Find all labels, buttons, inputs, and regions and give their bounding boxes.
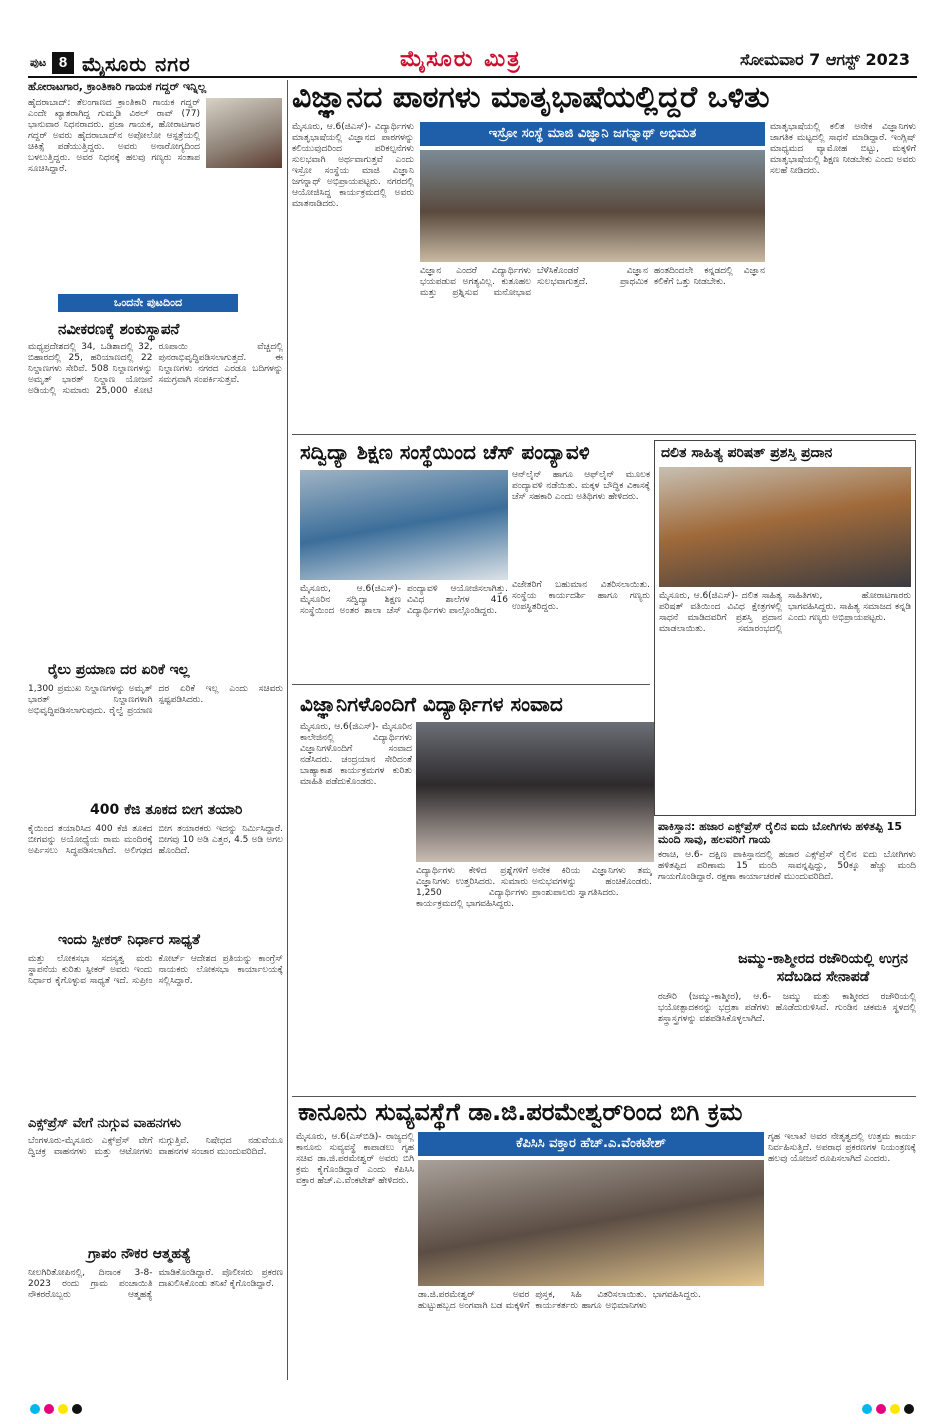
fare-headline: ರೈಲು ಪ್ರಯಾಣ ದರ ಏರಿಕೆ ಇಲ್ಲ: [48, 662, 190, 678]
dalit-box: [654, 440, 916, 816]
registration-mark: [30, 1404, 40, 1414]
science-photo: [416, 722, 654, 862]
gaddar-text: ಹೈದರಾಬಾದ್: ತೆಲಂಗಾಣದ ಕ್ರಾಂತಿಕಾರಿ ಗಾಯಕ ಗದ್ದರ್ ಎಂದೇ ಖ್ಯಾತರಾಗಿದ್ದ ಗುಮ್ಮಡಿ ವಿಠಲ್ ರಾವ್ (77) ಭಾನುವಾರ ನಿಧನರಾದರು. ಪ್ರಜಾ ಗಾಯಕ, ಹೋರಾಟಗಾರ ಗದ್ದರ್ ಅವರು ಹೈದರಾಬಾದ್‌ನ ಅಪೋಲೋ ಆಸ್ಪತ್ರೆಯಲ್ಲಿ ಚಿಕಿತ್ಸೆ ಪಡೆಯುತ್ತಿದ್ದರು. ಅವರು ಅನಾರೋಗ್ಯದಿಂದ ಬಳಲುತ್ತಿದ್ದರು. ಅವರ ನಿಧನಕ್ಕೆ ಹಲವು ಗಣ್ಯರು ಸಂತಾಪ ಸೂಚಿಸಿದ್ದಾರೆ.: [28, 98, 200, 174]
science-text-mid: ವಿದ್ಯಾರ್ಥಿಗಳು ಕೇಳಿದ ಪ್ರಶ್ನೆಗಳಿಗೆ ವಿಜ್ಞಾನಿಗಳು ಉತ್ತರಿಸಿದರು. ಸುಮಾರು 1,250 ವಿದ್ಯಾರ್ಥಿಗಳು ಕಾರ್ಯಕ್ರಮದಲ್ಲಿ ಭಾಗವಹಿಸಿದ್ದರು.: [416, 866, 528, 909]
suicide-text: ನೀಲಗಿರಿತೋಪಿನಲ್ಲಿ, ದಿನಾಂಕ 3-8-2023 ರಂದು ಗ್ರಾಮ ಪಂಚಾಯಿತಿ ನೌಕರರೊಬ್ಬರು ಆತ್ಮಹತ್ಯೆ ಮಾಡಿಕೊಂಡಿದ್ದಾರೆ. ಪೊಲೀಸರು ಪ್ರಕರಣ ದಾಖಲಿಸಿಕೊಂಡು ತನಿಖೆ ಕೈಗೊಂಡಿದ್ದಾರೆ.: [28, 1268, 283, 1300]
suicide-headline: ಗ್ರಾಪಂ ನೌಕರ ಆತ್ಮಹತ್ಯೆ: [88, 1246, 191, 1262]
lock-headline: 400 ಕೆಜಿ ತೂಕದ ಬೀಗ ತಯಾರಿ: [90, 802, 243, 818]
renovation-text: ಮಧ್ಯಪ್ರದೇಶದಲ್ಲಿ 34, ಒಡಿಶಾದಲ್ಲಿ 32, ಬಿಹಾರದಲ್ಲಿ 25, ಹರಿಯಾಣದಲ್ಲಿ 22 ನಿಲ್ದಾಣಗಳು ಸೇರಿವೆ. 508 ನಿಲ್ದಾಣಗಳನ್ನು ಅಮೃತ್ ಭಾರತ್ ನಿಲ್ದಾಣ ಯೋಜನೆ ಅಡಿಯಲ್ಲಿ ಸುಮಾರು 25,000 ಕೋಟಿ ರೂಪಾಯಿ ವೆಚ್ಚದಲ್ಲಿ ಪುನರಾಭಿವೃದ್ಧಿಪಡಿಸಲಾಗುತ್ತದೆ. ಈ ನಿಲ್ದಾಣಗಳು ನಗರದ ಎರಡೂ ಬದಿಗಳನ್ನು ಸಮಗ್ರವಾಗಿ ಸಂಪರ್ಕಿಸುತ್ತವೆ.: [28, 342, 283, 396]
science-rule: [292, 684, 650, 685]
train-text: ಕರಾಚಿ, ಆ.6- ದಕ್ಷಿಣ ಪಾಕಿಸ್ತಾನದಲ್ಲಿ ಹಜಾರ ಎಕ್ಸ್‌ಪ್ರೆಸ್ ರೈಲಿನ ಐದು ಬೋಗಿಗಳು ಹಳಿತಪ್ಪಿದ ಪರಿಣಾಮ 15 ಮಂದಿ ಸಾವನ್ನಪ್ಪಿದ್ದು, 50ಕ್ಕೂ ಹೆಚ್ಚು ಮಂದಿ ಗಾಯಗೊಂಡಿದ್ದಾರೆ. ರಕ್ಷಣಾ ಕಾರ್ಯಾಚರಣೆ ಮುಂದುವರಿದಿದೆ.: [658, 850, 916, 882]
column-divider: [287, 80, 288, 1380]
law-photo: [418, 1160, 764, 1286]
page-header: [0, 0, 945, 78]
lead-rule: [292, 434, 916, 435]
law-text-right: ಗೃಹ ಇಲಾಖೆ ಅವರ ನೇತೃತ್ವದಲ್ಲಿ ಉತ್ತಮ ಕಾರ್ಯ ನಿರ್ವಹಿಸುತ್ತಿದೆ. ಅಪರಾಧ ಪ್ರಕರಣಗಳ ನಿಯಂತ್ರಣಕ್ಕೆ ಹಲವು ಯೋಜನೆ ರೂಪಿಸಲಾಗಿದೆ ಎಂದರು.: [768, 1132, 916, 1164]
page-number: 8: [52, 52, 74, 74]
law-text-left: ಮೈಸೂರು, ಆ.6(ಎಸ್‌ಬಿಡಿ)- ರಾಜ್ಯದಲ್ಲಿ ಕಾನೂನು ಸುವ್ಯವಸ್ಥೆ ಕಾಪಾಡಲು ಗೃಹ ಸಚಿವ ಡಾ.ಜಿ.ಪರಮೇಶ್ವರ್ ಅವರು ಬಿಗಿ ಕ್ರಮ ಕೈಗೊಂಡಿದ್ದಾರೆ ಎಂದು ಕೆಪಿಸಿಸಿ ವಕ್ತಾರ ಹೆಚ್.ಎ.ವೆಂಕಟೇಶ್ ಹೇಳಿದರು.: [296, 1132, 414, 1186]
lead-text-col1: ಮೈಸೂರು, ಆ.6(ಜಿಎಸ್)- ವಿದ್ಯಾರ್ಥಿಗಳು ಮಾತೃಭಾಷೆಯಲ್ಲಿ ವಿಜ್ಞಾನದ ಪಾಠಗಳನ್ನು ಕಲಿಯುವುದರಿಂದ ಪರಿಕಲ್ಪನೆಗಳು ಸುಲಭವಾಗಿ ಅರ್ಥವಾಗುತ್ತವೆ ಎಂದು ಇಸ್ರೋ ಸಂಸ್ಥೆಯ ಮಾಜಿ ವಿಜ್ಞಾನಿ ಜಗನ್ನಾಥ್ ಅಭಿಪ್ರಾಯಪಟ್ಟರು. ನಗರದಲ್ಲಿ ಆಯೋಜಿಸಿದ್ದ ಕಾರ್ಯಕ್ರಮದಲ್ಲಿ ಅವರು ಮಾತನಾಡಿದರು.: [292, 122, 414, 209]
expressway-text: ಬೆಂಗಳೂರು-ಮೈಸೂರು ಎಕ್ಸ್‌ಪ್ರೆಸ್ ವೇಗೆ ದ್ವಿಚಕ್ರ ವಾಹನಗಳು ಮತ್ತು ಆಟೋಗಳು ನುಗ್ಗುತ್ತಿವೆ. ನಿಷೇಧದ ನಡುವೆಯೂ ವಾಹನಗಳ ಸಂಚಾರ ಮುಂದುವರಿದಿದೆ.: [28, 1136, 283, 1157]
speaker-headline: ಇಂದು ಸ್ಪೀಕರ್ ನಿರ್ಧಾರ ಸಾಧ್ಯತೆ: [58, 932, 200, 948]
registration-mark: [58, 1404, 68, 1414]
speaker-text: ಮತ್ತು ಲೋಕಸಭಾ ಸದಸ್ಯತ್ವ ಮರು ಸ್ಥಾಪನೆಯ ಕುರಿತು ಸ್ಪೀಕರ್ ಅವರು ಇಂದು ನಿರ್ಧಾರ ಕೈಗೊಳ್ಳುವ ಸಾಧ್ಯತೆ ಇದೆ. ಸುಪ್ರೀಂ ಕೋರ್ಟ್ ಆದೇಶದ ಪ್ರತಿಯನ್ನು ಕಾಂಗ್ರೆಸ್ ನಾಯಕರು ಲೋಕಸಭಾ ಕಾರ್ಯಾಲಯಕ್ಕೆ ಸಲ್ಲಿಸಿದ್ದಾರೆ.: [28, 954, 283, 986]
header-rule: [28, 76, 917, 78]
kashmir-headline: ಜಮ್ಮು-ಕಾಶ್ಮೀರದ ರಜೌರಿಯಲ್ಲಿ ಉಗ್ರನ ಸದೆಬಡಿದ ಸೇನಾಪಡೆ: [738, 951, 908, 985]
expressway-headline: ಎಕ್ಸ್‌ಪ್ರೆಸ್ ವೇಗೆ ನುಗ್ಗುವ ವಾಹನಗಳು: [28, 1116, 181, 1131]
gaddar-photo: [206, 98, 282, 168]
chess-headline: ಸದ್ವಿದ್ಯಾ ಶಿಕ್ಷಣ ಸಂಸ್ಥೆಯಿಂದ ಚೆಸ್ ಪಂದ್ಯಾವಳಿ: [300, 440, 590, 464]
registration-mark: [72, 1404, 82, 1414]
lead-photo: [420, 150, 765, 262]
continued-label: ಒಂದನೇ ಪುಟದಿಂದ: [58, 294, 238, 312]
dalit-photo: [659, 467, 911, 587]
science-text-left: ಮೈಸೂರು, ಆ.6(ಜಿಎಸ್)- ಮೈಸೂರಿನ ಕಾಲೇಜಿನಲ್ಲಿ ವಿದ್ಯಾರ್ಥಿಗಳು ವಿಜ್ಞಾನಿಗಳೊಂದಿಗೆ ಸಂವಾದ ನಡೆಸಿದರು. ಚಂದ್ರಯಾನ ಸೇರಿದಂತೆ ಬಾಹ್ಯಾಕಾಶ ಕಾರ್ಯಕ್ರಮಗಳ ಕುರಿತು ಮಾಹಿತಿ ಪಡೆದುಕೊಂಡರು.: [300, 722, 412, 787]
registration-mark: [876, 1404, 886, 1414]
science-headline: ವಿಜ್ಞಾನಿಗಳೊಂದಿಗೆ ವಿದ್ಯಾರ್ಥಿಗಳ ಸಂವಾದ: [300, 692, 563, 716]
registration-mark: [904, 1404, 914, 1414]
section-title: ಮೈಸೂರು ನಗರ: [82, 52, 191, 76]
dalit-text: ಮೈಸೂರು, ಆ.6(ಜಿಎಸ್)- ದಲಿತ ಸಾಹಿತ್ಯ ಪರಿಷತ್ ವತಿಯಿಂದ ವಿವಿಧ ಕ್ಷೇತ್ರಗಳಲ್ಲಿ ಸಾಧನೆ ಮಾಡಿದವರಿಗೆ ಪ್ರಶಸ್ತಿ ಪ್ರದಾನ ಮಾಡಲಾಯಿತು. ಸಮಾರಂಭದಲ್ಲಿ ಸಾಹಿತಿಗಳು, ಹೋರಾಟಗಾರರು ಭಾಗವಹಿಸಿದ್ದರು. ಸಾಹಿತ್ಯ ಸಮಾಜದ ಕನ್ನಡಿ ಎಂದು ಗಣ್ಯರು ಅಭಿಪ್ರಾಯಪಟ್ಟರು.: [659, 591, 911, 634]
train-headline: ಪಾಕಿಸ್ತಾನ: ಹಜಾರ ಎಕ್ಸ್‌ಪ್ರೆಸ್ ರೈಲಿನ ಐದು ಬೋಗಿಗಳು ಹಳಿತಪ್ಪಿ 15 ಮಂದಿ ಸಾವು, ಹಲವರಿಗೆ ಗಾಯ: [658, 820, 902, 846]
registration-mark: [44, 1404, 54, 1414]
masthead: ಮೈಸೂರು ಮಿತ್ರ: [400, 46, 522, 72]
law-subheadline: ಕೆಪಿಸಿಸಿ ವಕ್ತಾರ ಹೆಚ್.ಎ.ವೆಂಕಟೇಶ್: [418, 1132, 764, 1156]
gaddar-headline: ಹೋರಾಟಗಾರ, ಕ್ರಾಂತಿಕಾರಿ ಗಾಯಕ ಗದ್ದರ್ ಇನ್ನಿಲ್ಲ: [28, 80, 207, 93]
left-column: [28, 80, 283, 1380]
law-rule: [292, 1096, 916, 1097]
lead-text-col3: ಮಾತೃಭಾಷೆಯಲ್ಲಿ ಕಲಿತ ಅನೇಕ ವಿಜ್ಞಾನಿಗಳು ಜಾಗತಿಕ ಮಟ್ಟದಲ್ಲಿ ಸಾಧನೆ ಮಾಡಿದ್ದಾರೆ. ಇಂಗ್ಲಿಷ್ ಮಾಧ್ಯಮದ ವ್ಯಾಮೋಹ ಬಿಟ್ಟು, ಮಕ್ಕಳಿಗೆ ಮಾತೃಭಾಷೆಯಲ್ಲಿ ಶಿಕ್ಷಣ ನೀಡಬೇಕು ಎಂದು ಅವರು ಸಲಹೆ ನೀಡಿದರು.: [770, 122, 916, 176]
page-label: ಪುಟ: [30, 56, 47, 69]
fare-text: 1,300 ಪ್ರಮುಖ ನಿಲ್ದಾಣಗಳನ್ನು ಅಮೃತ್ ಭಾರತ್ ನಿಲ್ದಾಣಗಳಾಗಿ ಅಭಿವೃದ್ಧಿಪಡಿಸಲಾಗುವುದು. ರೈಲ್ವೆ ಪ್ರಯಾಣ ದರ ಏರಿಕೆ ಇಲ್ಲ ಎಂದು ಸಚಿವರು ಸ್ಪಷ್ಟಪಡಿಸಿದರು.: [28, 684, 283, 716]
chess-text-bottom: ವಿಜೇತರಿಗೆ ಬಹುಮಾನ ವಿತರಿಸಲಾಯಿತು. ಸಂಸ್ಥೆಯ ಕಾರ್ಯದರ್ಶಿ ಹಾಗೂ ಗಣ್ಯರು ಉಪಸ್ಥಿತರಿದ್ದರು.: [512, 580, 650, 612]
science-text-right: ಅನೇಕ ಕಿರಿಯ ವಿಜ್ಞಾನಿಗಳು ತಮ್ಮ ಅನುಭವಗಳನ್ನು ಹಂಚಿಕೊಂಡರು. ಪ್ರಾಂಶುಪಾಲರು ಸ್ವಾಗತಿಸಿದರು.: [532, 866, 652, 898]
law-text-mid: ಡಾ.ಜಿ.ಪರಮೇಶ್ವರ್ ಅವರ ಹುಟ್ಟುಹಬ್ಬದ ಅಂಗವಾಗಿ ಬಡ ಮಕ್ಕಳಿಗೆ ಪುಸ್ತಕ, ಸಿಹಿ ವಿತರಿಸಲಾಯಿತು. ಕಾರ್ಯಕರ್ತರು ಹಾಗೂ ಅಭಿಮಾನಿಗಳು ಭಾಗವಹಿಸಿದ್ದರು.: [418, 1290, 701, 1311]
chess-text-right: ಆನ್‌ಲೈನ್ ಹಾಗೂ ಆಫ್‌ಲೈನ್ ಮೂಲಕ ಪಂದ್ಯಾವಳಿ ನಡೆಯಿತು. ಮಕ್ಕಳ ಬೌದ್ಧಿಕ ವಿಕಾಸಕ್ಕೆ ಚೆಸ್ ಸಹಕಾರಿ ಎಂದು ಅತಿಥಿಗಳು ಹೇಳಿದರು.: [512, 470, 650, 502]
dalit-headline: ದಲಿತ ಸಾಹಿತ್ಯ ಪರಿಷತ್ ಪ್ರಶಸ್ತಿ ಪ್ರದಾನ: [661, 445, 833, 461]
lead-subheadline: ಇಸ್ರೋ ಸಂಸ್ಥೆ ಮಾಜಿ ವಿಜ್ಞಾನಿ ಜಗನ್ನಾಥ್ ಅಭಿಮತ: [420, 122, 765, 146]
registration-mark: [890, 1404, 900, 1414]
law-headline: ಕಾನೂನು ಸುವ್ಯವಸ್ಥೆಗೆ ಡಾ.ಜಿ.ಪರಮೇಶ್ವರ್‌ರಿಂದ ಬಿಗಿ ಕ್ರಮ: [298, 1098, 743, 1126]
renovation-headline: ನವೀಕರಣಕ್ಕೆ ಶಂಕುಸ್ಥಾಪನೆ: [58, 320, 180, 338]
lock-text: ಕೈಯಿಂದ ತಯಾರಿಸಿದ 400 ಕೆಜಿ ತೂಕದ ಬೀಗವನ್ನು ಅಯೋಧ್ಯೆಯ ರಾಮ ಮಂದಿರಕ್ಕೆ ಅರ್ಪಿಸಲು ಸಿದ್ಧಪಡಿಸಲಾಗಿದೆ. ಅಲಿಗಢದ ಬೀಗ ತಯಾರಕರು ಇದನ್ನು ನಿರ್ಮಿಸಿದ್ದಾರೆ. ಬೀಗವು 10 ಅಡಿ ಎತ್ತರ, 4.5 ಅಡಿ ಅಗಲ ಹೊಂದಿದೆ.: [28, 824, 283, 856]
kashmir-text: ರಜೌರಿ (ಜಮ್ಮು-ಕಾಶ್ಮೀರ), ಆ.6- ಜಮ್ಮು ಮತ್ತು ಕಾಶ್ಮೀರದ ರಜೌರಿಯಲ್ಲಿ ಭಯೋತ್ಪಾದಕನನ್ನು ಭದ್ರತಾ ಪಡೆಗಳು ಹೊಡೆದುರುಳಿಸಿವೆ. ಗುಂಡಿನ ಚಕಮಕಿ ಸ್ಥಳದಲ್ಲಿ ಶಸ್ತ್ರಾಸ್ತ್ರಗಳನ್ನು ವಶಪಡಿಸಿಕೊಳ್ಳಲಾಗಿದೆ.: [658, 992, 916, 1024]
registration-mark: [862, 1404, 872, 1414]
lead-text-col2: ವಿಜ್ಞಾನ ಎಂದರೆ ವಿದ್ಯಾರ್ಥಿಗಳು ಭಯಪಡುವ ಅಗತ್ಯವಿಲ್ಲ. ಕುತೂಹಲ ಮತ್ತು ಪ್ರಶ್ನಿಸುವ ಮನೋಭಾವ ಬೆಳೆಸಿಕೊಂಡರೆ ವಿಜ್ಞಾನ ಸುಲಭವಾಗುತ್ತದೆ. ಪ್ರಾಥಮಿಕ ಹಂತದಿಂದಲೇ ಕನ್ನಡದಲ್ಲಿ ವಿಜ್ಞಾನ ಕಲಿಕೆಗೆ ಒತ್ತು ನೀಡಬೇಕು.: [420, 266, 765, 298]
chess-photo: [300, 470, 508, 580]
issue-date: ಸೋಮವಾರ 7 ಆಗಸ್ಟ್ 2023: [740, 50, 910, 69]
lead-headline: ವಿಜ್ಞಾನದ ಪಾಠಗಳು ಮಾತೃಭಾಷೆಯಲ್ಲಿದ್ದರೆ ಒಳಿತು: [292, 80, 770, 115]
chess-text-left: ಮೈಸೂರು, ಆ.6(ಜಿಎಸ್)- ಮೈಸೂರಿನ ಸದ್ವಿದ್ಯಾ ಶಿಕ್ಷಣ ಸಂಸ್ಥೆಯಿಂದ ಅಂತರ ಶಾಲಾ ಚೆಸ್ ಪಂದ್ಯಾವಳಿ ಆಯೋಜಿಸಲಾಗಿತ್ತು. ವಿವಿಧ ಶಾಲೆಗಳ 416 ವಿದ್ಯಾರ್ಥಿಗಳು ಪಾಲ್ಗೊಂಡಿದ್ದರು.: [300, 584, 508, 616]
